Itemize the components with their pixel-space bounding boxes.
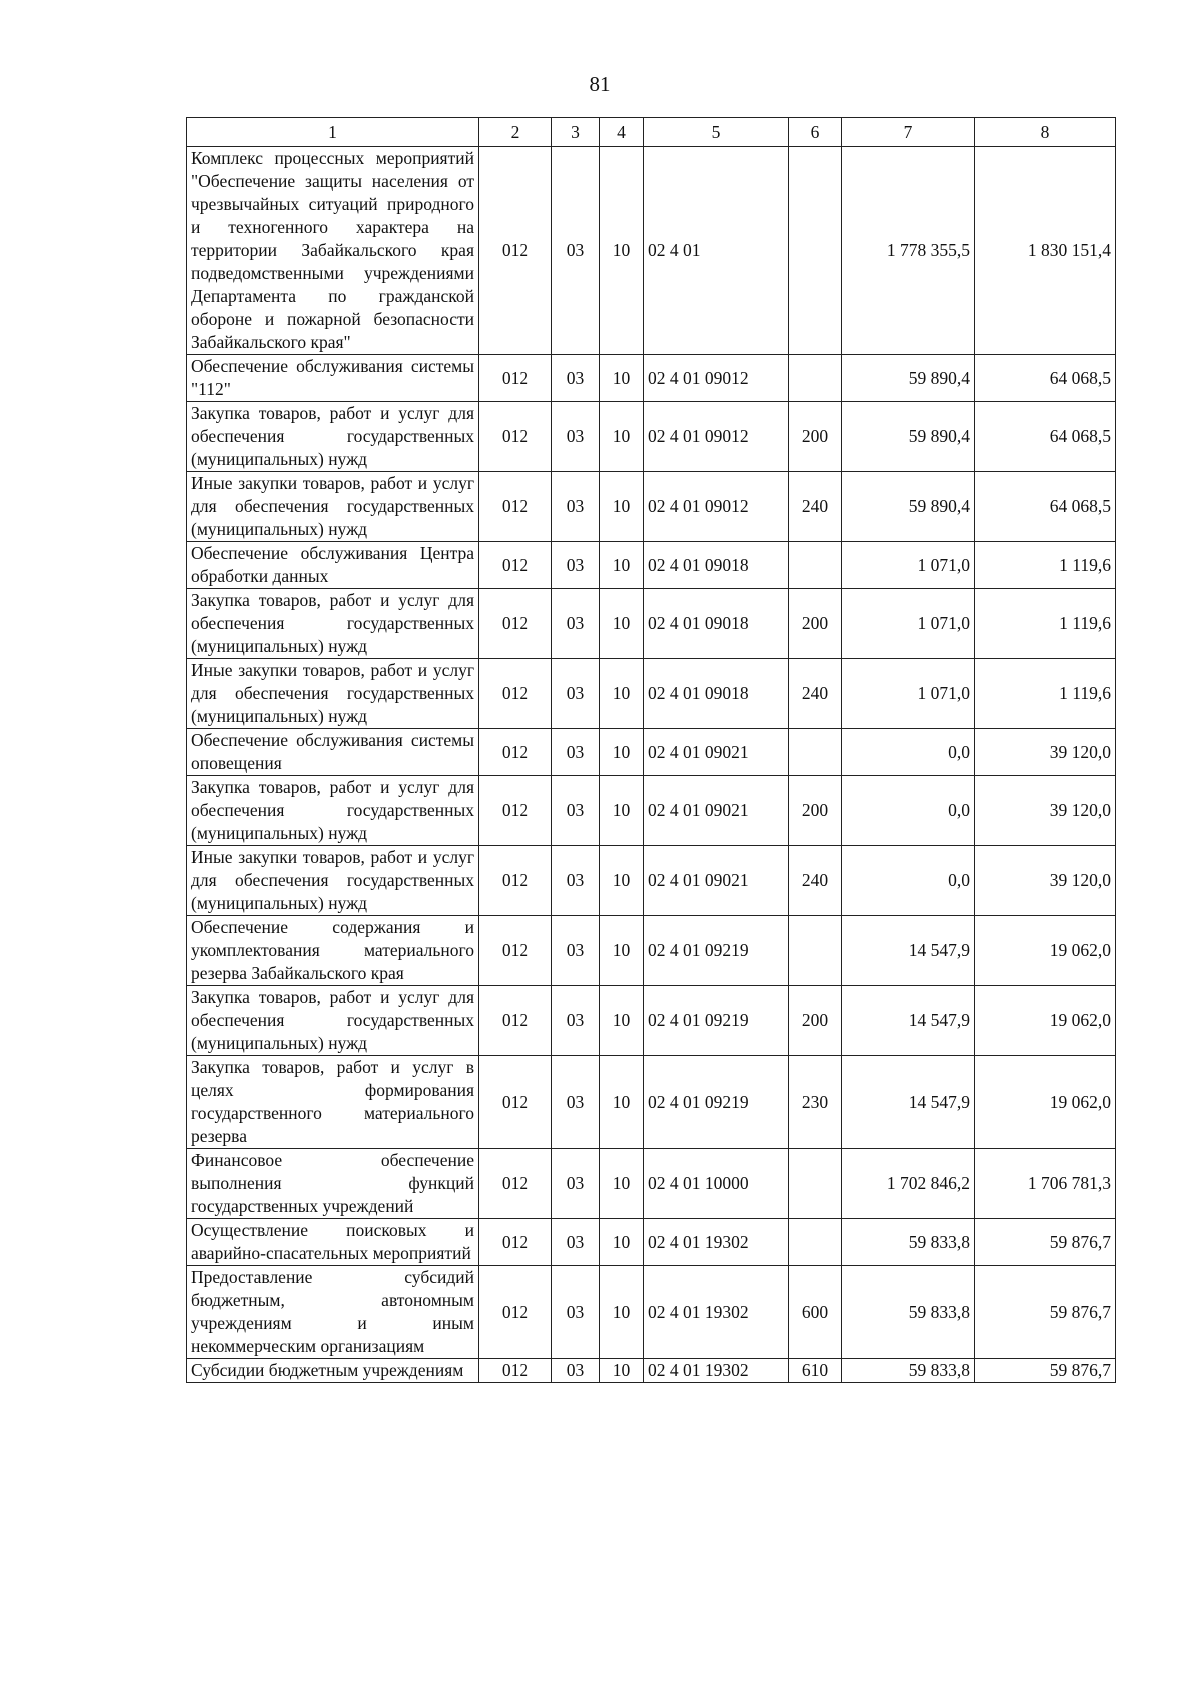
- item-name: Закупка товаров, работ и услуг для обеспечения государственных (муниципальных) нужд: [187, 776, 479, 846]
- amount-year-1: 59 833,8: [842, 1266, 975, 1359]
- ministry-code: 012: [479, 1149, 552, 1219]
- target-article-code: 02 4 01 10000: [644, 1149, 789, 1219]
- ministry-code: 012: [479, 1359, 552, 1383]
- item-name: Иные закупки товаров, работ и услуг для обеспечения государственных (муниципальных) нужд: [187, 659, 479, 729]
- ministry-code: 012: [479, 659, 552, 729]
- section-code: 03: [552, 355, 600, 402]
- expense-type-code: [789, 355, 842, 402]
- section-code: 03: [552, 729, 600, 776]
- budget-table: [186, 117, 1116, 1383]
- table-row: [187, 542, 1116, 589]
- item-name: Закупка товаров, работ и услуг для обеспечения государственных (муниципальных) нужд: [187, 986, 479, 1056]
- amount-year-1: 59 890,4: [842, 402, 975, 472]
- amount-year-1: 0,0: [842, 729, 975, 776]
- table-row: [187, 1359, 1116, 1383]
- table-row: [187, 1266, 1116, 1359]
- target-article-code: 02 4 01 09219: [644, 916, 789, 986]
- target-article-code: 02 4 01 09018: [644, 589, 789, 659]
- amount-year-1: 1 071,0: [842, 542, 975, 589]
- item-name: Обеспечение обслуживания Центра обработки данных: [187, 542, 479, 589]
- amount-year-1: 1 071,0: [842, 659, 975, 729]
- amount-year-1: 1 778 355,5: [842, 147, 975, 355]
- expense-type-code: 200: [789, 589, 842, 659]
- expense-type-code: [789, 147, 842, 355]
- expense-type-code: 240: [789, 659, 842, 729]
- amount-year-1: 0,0: [842, 776, 975, 846]
- subsection-code: 10: [600, 355, 644, 402]
- item-name: Закупка товаров, работ и услуг для обеспечения государственных (муниципальных) нужд: [187, 402, 479, 472]
- table-row: [187, 1056, 1116, 1149]
- subsection-code: 10: [600, 1056, 644, 1149]
- item-name: Обеспечение содержания и укомплектования материального резерва Забайкальского края: [187, 916, 479, 986]
- expense-type-code: 200: [789, 986, 842, 1056]
- target-article-code: 02 4 01 09018: [644, 542, 789, 589]
- target-article-code: 02 4 01 19302: [644, 1266, 789, 1359]
- expense-type-code: 600: [789, 1266, 842, 1359]
- amount-year-1: 59 833,8: [842, 1219, 975, 1266]
- expense-type-code: [789, 729, 842, 776]
- target-article-code: 02 4 01 19302: [644, 1359, 789, 1383]
- target-article-code: 02 4 01 09219: [644, 986, 789, 1056]
- target-article-code: 02 4 01 09012: [644, 355, 789, 402]
- table-row: [187, 472, 1116, 542]
- subsection-code: 10: [600, 1219, 644, 1266]
- expense-type-code: 240: [789, 846, 842, 916]
- section-code: 03: [552, 986, 600, 1056]
- expense-type-code: [789, 1219, 842, 1266]
- item-name: Обеспечение обслуживания системы "112": [187, 355, 479, 402]
- amount-year-1: 14 547,9: [842, 1056, 975, 1149]
- section-code: 03: [552, 1056, 600, 1149]
- amount-year-1: 59 890,4: [842, 472, 975, 542]
- item-name: Иные закупки товаров, работ и услуг для обеспечения государственных (муниципальных) нужд: [187, 846, 479, 916]
- table-row: [187, 1219, 1116, 1266]
- amount-year-1: 14 547,9: [842, 916, 975, 986]
- section-code: 03: [552, 916, 600, 986]
- column-number: 4: [600, 118, 644, 147]
- table-row: [187, 776, 1116, 846]
- section-code: 03: [552, 1266, 600, 1359]
- amount-year-2: 39 120,0: [975, 846, 1116, 916]
- section-code: 03: [552, 402, 600, 472]
- subsection-code: 10: [600, 1359, 644, 1383]
- amount-year-2: 39 120,0: [975, 776, 1116, 846]
- amount-year-2: 59 876,7: [975, 1359, 1116, 1383]
- amount-year-2: 1 119,6: [975, 542, 1116, 589]
- subsection-code: 10: [600, 542, 644, 589]
- column-number: 3: [552, 118, 600, 147]
- amount-year-1: 1 702 846,2: [842, 1149, 975, 1219]
- item-name: Комплекс процессных мероприятий "Обеспечение защиты населения от чрезвычайных ситуаций природного и техногенного характера на территории Забайкальского края подведомственными учреждениями Департамента по гражданской обороне и пожарной безопасности Забайкальского края": [187, 147, 479, 355]
- ministry-code: 012: [479, 1219, 552, 1266]
- amount-year-2: 39 120,0: [975, 729, 1116, 776]
- target-article-code: 02 4 01: [644, 147, 789, 355]
- table-row: [187, 355, 1116, 402]
- column-number: 5: [644, 118, 789, 147]
- column-number: 2: [479, 118, 552, 147]
- amount-year-2: 19 062,0: [975, 916, 1116, 986]
- target-article-code: 02 4 01 19302: [644, 1219, 789, 1266]
- section-code: 03: [552, 1219, 600, 1266]
- expense-type-code: [789, 1149, 842, 1219]
- item-name: Финансовое обеспечение выполнения функций государственных учреждений: [187, 1149, 479, 1219]
- subsection-code: 10: [600, 589, 644, 659]
- subsection-code: 10: [600, 147, 644, 355]
- subsection-code: 10: [600, 659, 644, 729]
- item-name: Субсидии бюджетным учреждениям: [187, 1359, 479, 1383]
- section-code: 03: [552, 542, 600, 589]
- item-name: Иные закупки товаров, работ и услуг для обеспечения государственных (муниципальных) нужд: [187, 472, 479, 542]
- subsection-code: 10: [600, 729, 644, 776]
- section-code: 03: [552, 589, 600, 659]
- subsection-code: 10: [600, 1266, 644, 1359]
- amount-year-2: 59 876,7: [975, 1219, 1116, 1266]
- ministry-code: 012: [479, 1056, 552, 1149]
- table-row: [187, 986, 1116, 1056]
- subsection-code: 10: [600, 776, 644, 846]
- item-name: Закупка товаров, работ и услуг в целях формирования государственного материального резерва: [187, 1056, 479, 1149]
- column-number: 1: [187, 118, 479, 147]
- amount-year-2: 64 068,5: [975, 402, 1116, 472]
- item-name: Обеспечение обслуживания системы оповещения: [187, 729, 479, 776]
- amount-year-2: 1 706 781,3: [975, 1149, 1116, 1219]
- table-row: [187, 589, 1116, 659]
- amount-year-1: 14 547,9: [842, 986, 975, 1056]
- subsection-code: 10: [600, 402, 644, 472]
- ministry-code: 012: [479, 776, 552, 846]
- item-name: Предоставление субсидий бюджетным, автономным учреждениям и иным некоммерческим организациям: [187, 1266, 479, 1359]
- subsection-code: 10: [600, 1149, 644, 1219]
- amount-year-2: 1 119,6: [975, 659, 1116, 729]
- item-name: Закупка товаров, работ и услуг для обеспечения государственных (муниципальных) нужд: [187, 589, 479, 659]
- amount-year-2: 64 068,5: [975, 355, 1116, 402]
- ministry-code: 012: [479, 916, 552, 986]
- amount-year-1: 1 071,0: [842, 589, 975, 659]
- table-row: [187, 729, 1116, 776]
- ministry-code: 012: [479, 1266, 552, 1359]
- expense-type-code: 200: [789, 402, 842, 472]
- target-article-code: 02 4 01 09018: [644, 659, 789, 729]
- amount-year-2: 1 830 151,4: [975, 147, 1116, 355]
- expense-type-code: [789, 542, 842, 589]
- section-code: 03: [552, 1359, 600, 1383]
- section-code: 03: [552, 472, 600, 542]
- table-row: [187, 846, 1116, 916]
- column-number: 6: [789, 118, 842, 147]
- target-article-code: 02 4 01 09021: [644, 729, 789, 776]
- table-row: [187, 916, 1116, 986]
- column-number: 8: [975, 118, 1116, 147]
- amount-year-2: 64 068,5: [975, 472, 1116, 542]
- subsection-code: 10: [600, 472, 644, 542]
- amount-year-1: 59 890,4: [842, 355, 975, 402]
- table-row: [187, 1149, 1116, 1219]
- ministry-code: 012: [479, 589, 552, 659]
- section-code: 03: [552, 846, 600, 916]
- ministry-code: 012: [479, 402, 552, 472]
- table-row: [187, 147, 1116, 355]
- amount-year-1: 0,0: [842, 846, 975, 916]
- amount-year-2: 19 062,0: [975, 986, 1116, 1056]
- ministry-code: 012: [479, 986, 552, 1056]
- amount-year-1: 59 833,8: [842, 1359, 975, 1383]
- page-number: 81: [589, 72, 611, 96]
- target-article-code: 02 4 01 09021: [644, 776, 789, 846]
- ministry-code: 012: [479, 846, 552, 916]
- expense-type-code: 230: [789, 1056, 842, 1149]
- amount-year-2: 59 876,7: [975, 1266, 1116, 1359]
- target-article-code: 02 4 01 09012: [644, 472, 789, 542]
- subsection-code: 10: [600, 846, 644, 916]
- ministry-code: 012: [479, 472, 552, 542]
- amount-year-2: 19 062,0: [975, 1056, 1116, 1149]
- ministry-code: 012: [479, 542, 552, 589]
- item-name: Осуществление поисковых и аварийно-спасательных мероприятий: [187, 1219, 479, 1266]
- column-number: 7: [842, 118, 975, 147]
- ministry-code: 012: [479, 355, 552, 402]
- ministry-code: 012: [479, 729, 552, 776]
- section-code: 03: [552, 659, 600, 729]
- section-code: 03: [552, 147, 600, 355]
- target-article-code: 02 4 01 09012: [644, 402, 789, 472]
- expense-type-code: 610: [789, 1359, 842, 1383]
- expense-type-code: [789, 916, 842, 986]
- expense-type-code: 200: [789, 776, 842, 846]
- section-code: 03: [552, 776, 600, 846]
- table-row: [187, 402, 1116, 472]
- expense-type-code: 240: [789, 472, 842, 542]
- ministry-code: 012: [479, 147, 552, 355]
- subsection-code: 10: [600, 916, 644, 986]
- target-article-code: 02 4 01 09219: [644, 1056, 789, 1149]
- subsection-code: 10: [600, 986, 644, 1056]
- table-row: [187, 659, 1116, 729]
- amount-year-2: 1 119,6: [975, 589, 1116, 659]
- column-number-row: [187, 118, 1116, 147]
- target-article-code: 02 4 01 09021: [644, 846, 789, 916]
- section-code: 03: [552, 1149, 600, 1219]
